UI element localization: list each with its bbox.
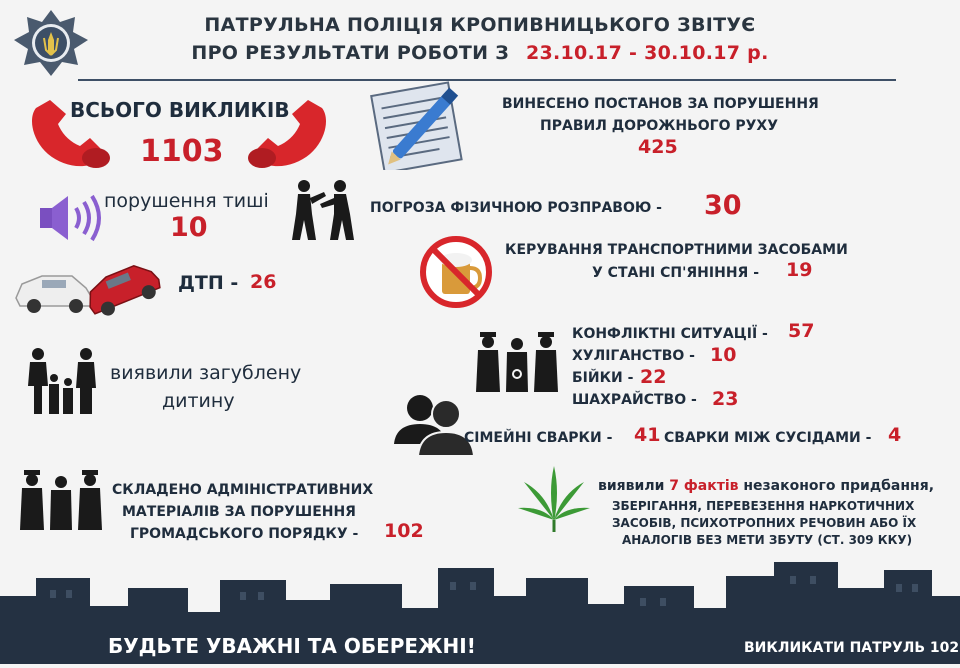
offense-label-1: ХУЛІГАНСТВО - [572,348,695,364]
family-label: СІМЕЙНІ СВАРКИ - [464,430,613,446]
police-arrest-icon [18,468,104,532]
drunk-value: 19 [786,259,813,281]
car-crash-icon [12,258,162,318]
footer-call-patrol: ВИКЛИКАТИ ПАТРУЛЬ 102 [744,640,960,656]
noise-label: порушення тиші [104,190,269,212]
people-silhouette-icon [390,388,478,458]
drugs-prefix: виявили [598,478,665,494]
drugs-line4: АНАЛОГІВ БЕЗ МЕТИ ЗБУТУ (СТ. 309 ККУ) [622,533,913,547]
resolutions-value: 425 [638,136,678,158]
threat-value: 30 [704,190,742,221]
offense-value-2: 22 [640,366,667,388]
header-title: ПАТРУЛЬНА ПОЛІЦІЯ КРОПИВНИЦЬКОГО ЗВІТУЄ [204,14,756,36]
offense-label-3: ШАХРАЙСТВО - [572,392,697,408]
admin-line1: СКЛАДЕНО АДМІНІСТРАТИВНИХ [112,482,374,498]
resolutions-line1: ВИНЕСЕНО ПОСТАНОВ ЗА ПОРУШЕННЯ [502,96,819,112]
accidents-value: 26 [250,271,277,293]
admin-line3: ГРОМАДСЬКОГО ПОРЯДКУ - [130,526,359,542]
drugs-line1 [598,478,934,494]
police-badge-icon [10,8,92,78]
offense-label-2: БІЙКИ - [572,370,634,386]
resolutions-line2: ПРАВИЛ ДОРОЖНЬОГО РУХУ [540,118,778,134]
offense-value-1: 10 [710,344,737,366]
threat-label: ПОГРОЗА ФІЗИЧНОЮ РОЗПРАВОЮ - [370,200,662,216]
child-line1: виявили загублену [110,362,302,384]
header-subtitle-prefix: ПРО РЕЗУЛЬТАТИ РОБОТИ З [191,42,510,64]
offense-value-0: 57 [788,320,815,342]
admin-line2: МАТЕРІАЛІВ ЗА ПОРУШЕННЯ [122,504,356,520]
fighting-figures-icon [288,178,358,242]
offense-label-0: КОНФЛІКТНІ СИТУАЦІЇ - [572,326,768,342]
drugs-facts: 7 фактів [669,478,739,494]
child-line2: дитину [162,390,235,412]
drunk-line2: У СТАНІ СП'ЯНІННЯ - [592,265,760,281]
drugs-line1-rest: незаконого придбання, [743,478,935,494]
header-subtitle [150,42,810,64]
drugs-line3: ЗАСОБІВ, ПСИХОТРОПНИХ РЕЧОВИН АБО ЇХ [612,516,917,530]
total-calls-label: ВСЬОГО ВИКЛИКІВ [70,98,290,122]
family-value: 41 [634,424,661,446]
admin-value: 102 [384,520,424,542]
noise-value: 10 [170,212,208,243]
neighbors-label: СВАРКИ МІЖ СУСІДАМИ - [664,430,872,446]
speaker-icon [34,190,106,246]
offense-value-3: 23 [712,388,739,410]
neighbors-value: 4 [888,424,902,446]
document-pen-icon [365,80,475,170]
cannabis-leaf-icon [516,462,592,534]
footer-slogan: БУДЬТЕ УВАЖНІ ТА ОБЕРЕЖНІ! [108,634,476,658]
total-calls-value: 1103 [140,134,224,169]
header-divider [78,79,896,81]
drugs-line2: ЗБЕРІГАННЯ, ПЕРЕВЕЗЕННЯ НАРКОТИЧНИХ [612,499,915,513]
header-date-range: 23.10.17 - 30.10.17 р. [525,42,769,64]
drunk-line1: КЕРУВАННЯ ТРАНСПОРТНИМИ ЗАСОБАМИ [505,242,848,258]
family-icon [24,346,100,416]
no-alcohol-icon [412,236,500,308]
accidents-label: ДТП - [178,272,239,294]
police-arrest-icon [474,330,560,394]
